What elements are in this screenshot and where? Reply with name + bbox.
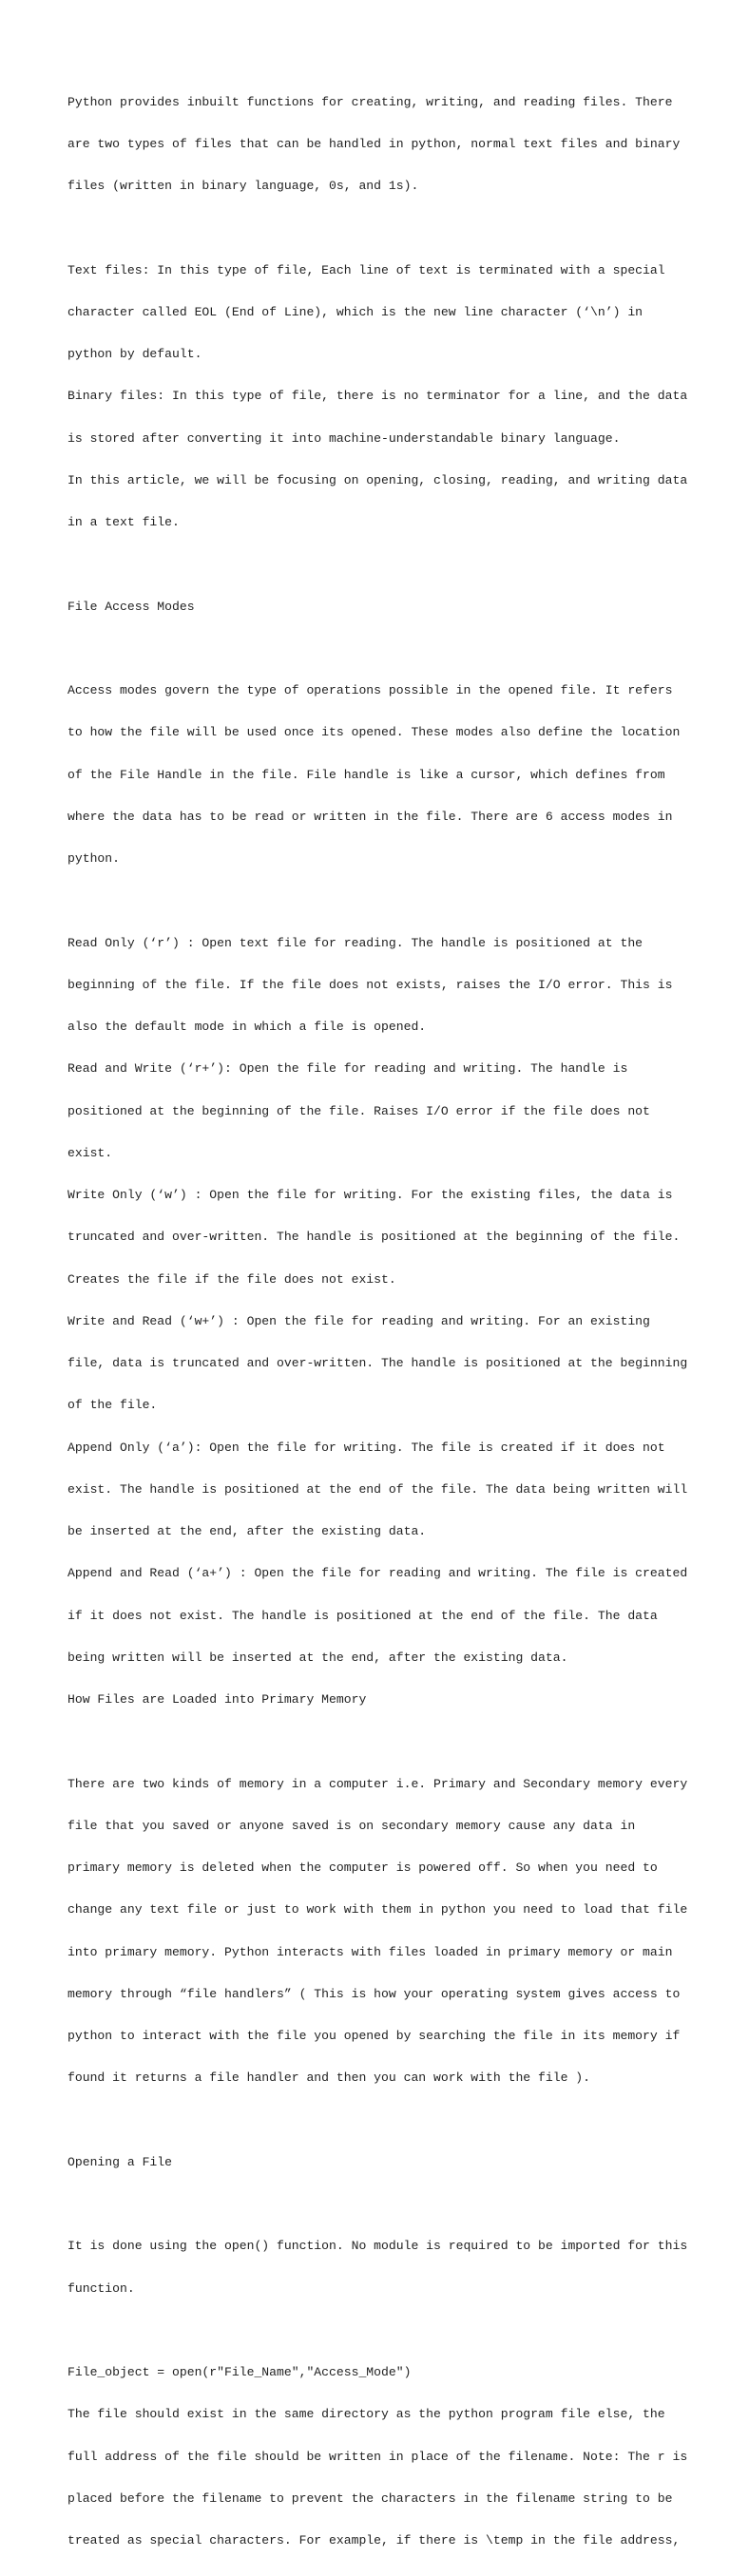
text-line: full address of the file should be written in place of the filename. Note: The r is: [67, 2451, 668, 2465]
text-line: primary memory is deleted when the computer is powered off. So when you need to: [67, 1861, 668, 1876]
text-line: into primary memory. Python interacts with files loaded in primary memory or main: [67, 1946, 668, 1960]
text-line: change any text file or just to work with them in python you need to load that file: [67, 1903, 668, 1918]
text-line: exist. The handle is positioned at the end of the file. The data being written will: [67, 1483, 668, 1498]
text-line: character called EOL (End of Line), which is the new line character (‘\n’) in: [67, 306, 668, 320]
text-line: of the file.: [67, 1399, 668, 1413]
text-line: It is done using the open() function. No module is required to be imported for this: [67, 2240, 668, 2254]
text-line: file that you saved or anyone saved is on secondary memory cause any data in: [67, 1820, 668, 1834]
section-heading: File Access Modes: [67, 601, 668, 615]
text-line: Binary files: In this type of file, there is no terminator for a line, and the data: [67, 390, 668, 404]
text-line: beginning of the file. If the file does not exists, raises the I/O error. This is: [67, 979, 668, 993]
text-line: The file should exist in the same directory as the python program file else, the: [67, 2408, 668, 2422]
access-modes-heading: [67, 572, 668, 642]
text-line: be inserted at the end, after the existing data.: [67, 1525, 668, 1539]
text-line: Append Only (‘a’): Open the file for writing. The file is created if it does not: [67, 1441, 668, 1456]
text-line: Access modes govern the type of operations possible in the opened file. It refers: [67, 684, 668, 698]
file-types-paragraph: [67, 236, 668, 558]
text-line: Append and Read (‘a+’) : Open the file for reading and writing. The file is created: [67, 1567, 668, 1581]
text-line: file, data is truncated and over-written. The handle is positioned at the beginning: [67, 1357, 668, 1371]
text-line: files (written in binary language, 0s, and 1s).: [67, 180, 668, 194]
text-line: positioned at the beginning of the file. Raises I/O error if the file does not: [67, 1105, 668, 1119]
text-line: of the File Handle in the file. File handle is like a cursor, which defines from: [67, 769, 668, 783]
text-line: Read Only (‘r’) : Open text file for reading. The handle is positioned at the: [67, 937, 668, 951]
text-line: Python provides inbuilt functions for creating, writing, and reading files. There: [67, 96, 668, 110]
memory-paragraph: [67, 1749, 668, 2114]
open-function-paragraph: [67, 2212, 668, 2324]
text-line: also the default mode in which a file is opened.: [67, 1021, 668, 1035]
text-line: Write Only (‘w’) : Open the file for writing. For the existing files, the data is: [67, 1189, 668, 1203]
modes-list-paragraph: [67, 908, 668, 1735]
text-line: Creates the file if the file does not exist.: [67, 1273, 668, 1288]
code-line: File_object = open(r"File_Name","Access_Mode"): [67, 2366, 668, 2380]
text-line: is stored after converting it into machine-understandable binary language.: [67, 432, 668, 447]
file-object-paragraph: [67, 2338, 668, 2576]
text-line: if it does not exist. The handle is positioned at the end of the file. The data: [67, 1610, 668, 1624]
intro-paragraph: [67, 67, 668, 221]
text-line: found it returns a file handler and then you can work with the file ).: [67, 2071, 668, 2086]
opening-file-heading: [67, 2128, 668, 2198]
text-line: Write and Read (‘w+’) : Open the file for reading and writing. For an existing: [67, 1315, 668, 1329]
text-line: to how the file will be used once its opened. These modes also define the location: [67, 726, 668, 740]
section-heading: Opening a File: [67, 2156, 668, 2170]
text-line: python.: [67, 852, 668, 867]
text-line: python to interact with the file you opened by searching the file in its memory if: [67, 2030, 668, 2044]
text-line: where the data has to be read or written in the file. There are 6 access modes in: [67, 811, 668, 825]
text-line: In this article, we will be focusing on opening, closing, reading, and writing data: [67, 474, 668, 488]
text-line: python by default.: [67, 348, 668, 362]
text-line: being written will be inserted at the end, after the existing data.: [67, 1651, 668, 1666]
text-line: truncated and over-written. The handle is positioned at the beginning of the file.: [67, 1231, 668, 1245]
text-line: Text files: In this type of file, Each line of text is terminated with a special: [67, 264, 668, 278]
text-line: exist.: [67, 1147, 668, 1161]
text-line: in a text file.: [67, 516, 668, 530]
text-line: placed before the filename to prevent the characters in the filename string to be: [67, 2492, 668, 2507]
text-line: treated as special characters. For example, if there is \temp in the file address,: [67, 2534, 668, 2548]
text-line: Read and Write (‘r+’): Open the file for reading and writing. The handle is: [67, 1062, 668, 1077]
text-line: memory through “file handlers” ( This is how your operating system gives access to: [67, 1988, 668, 2002]
section-heading: How Files are Loaded into Primary Memory: [67, 1693, 668, 1708]
text-line: function.: [67, 2282, 668, 2297]
text-line: There are two kinds of memory in a computer i.e. Primary and Secondary memory every: [67, 1778, 668, 1792]
text-line: are two types of files that can be handled in python, normal text files and binary: [67, 138, 668, 152]
document-page: [67, 67, 668, 2576]
access-modes-paragraph: [67, 657, 668, 895]
